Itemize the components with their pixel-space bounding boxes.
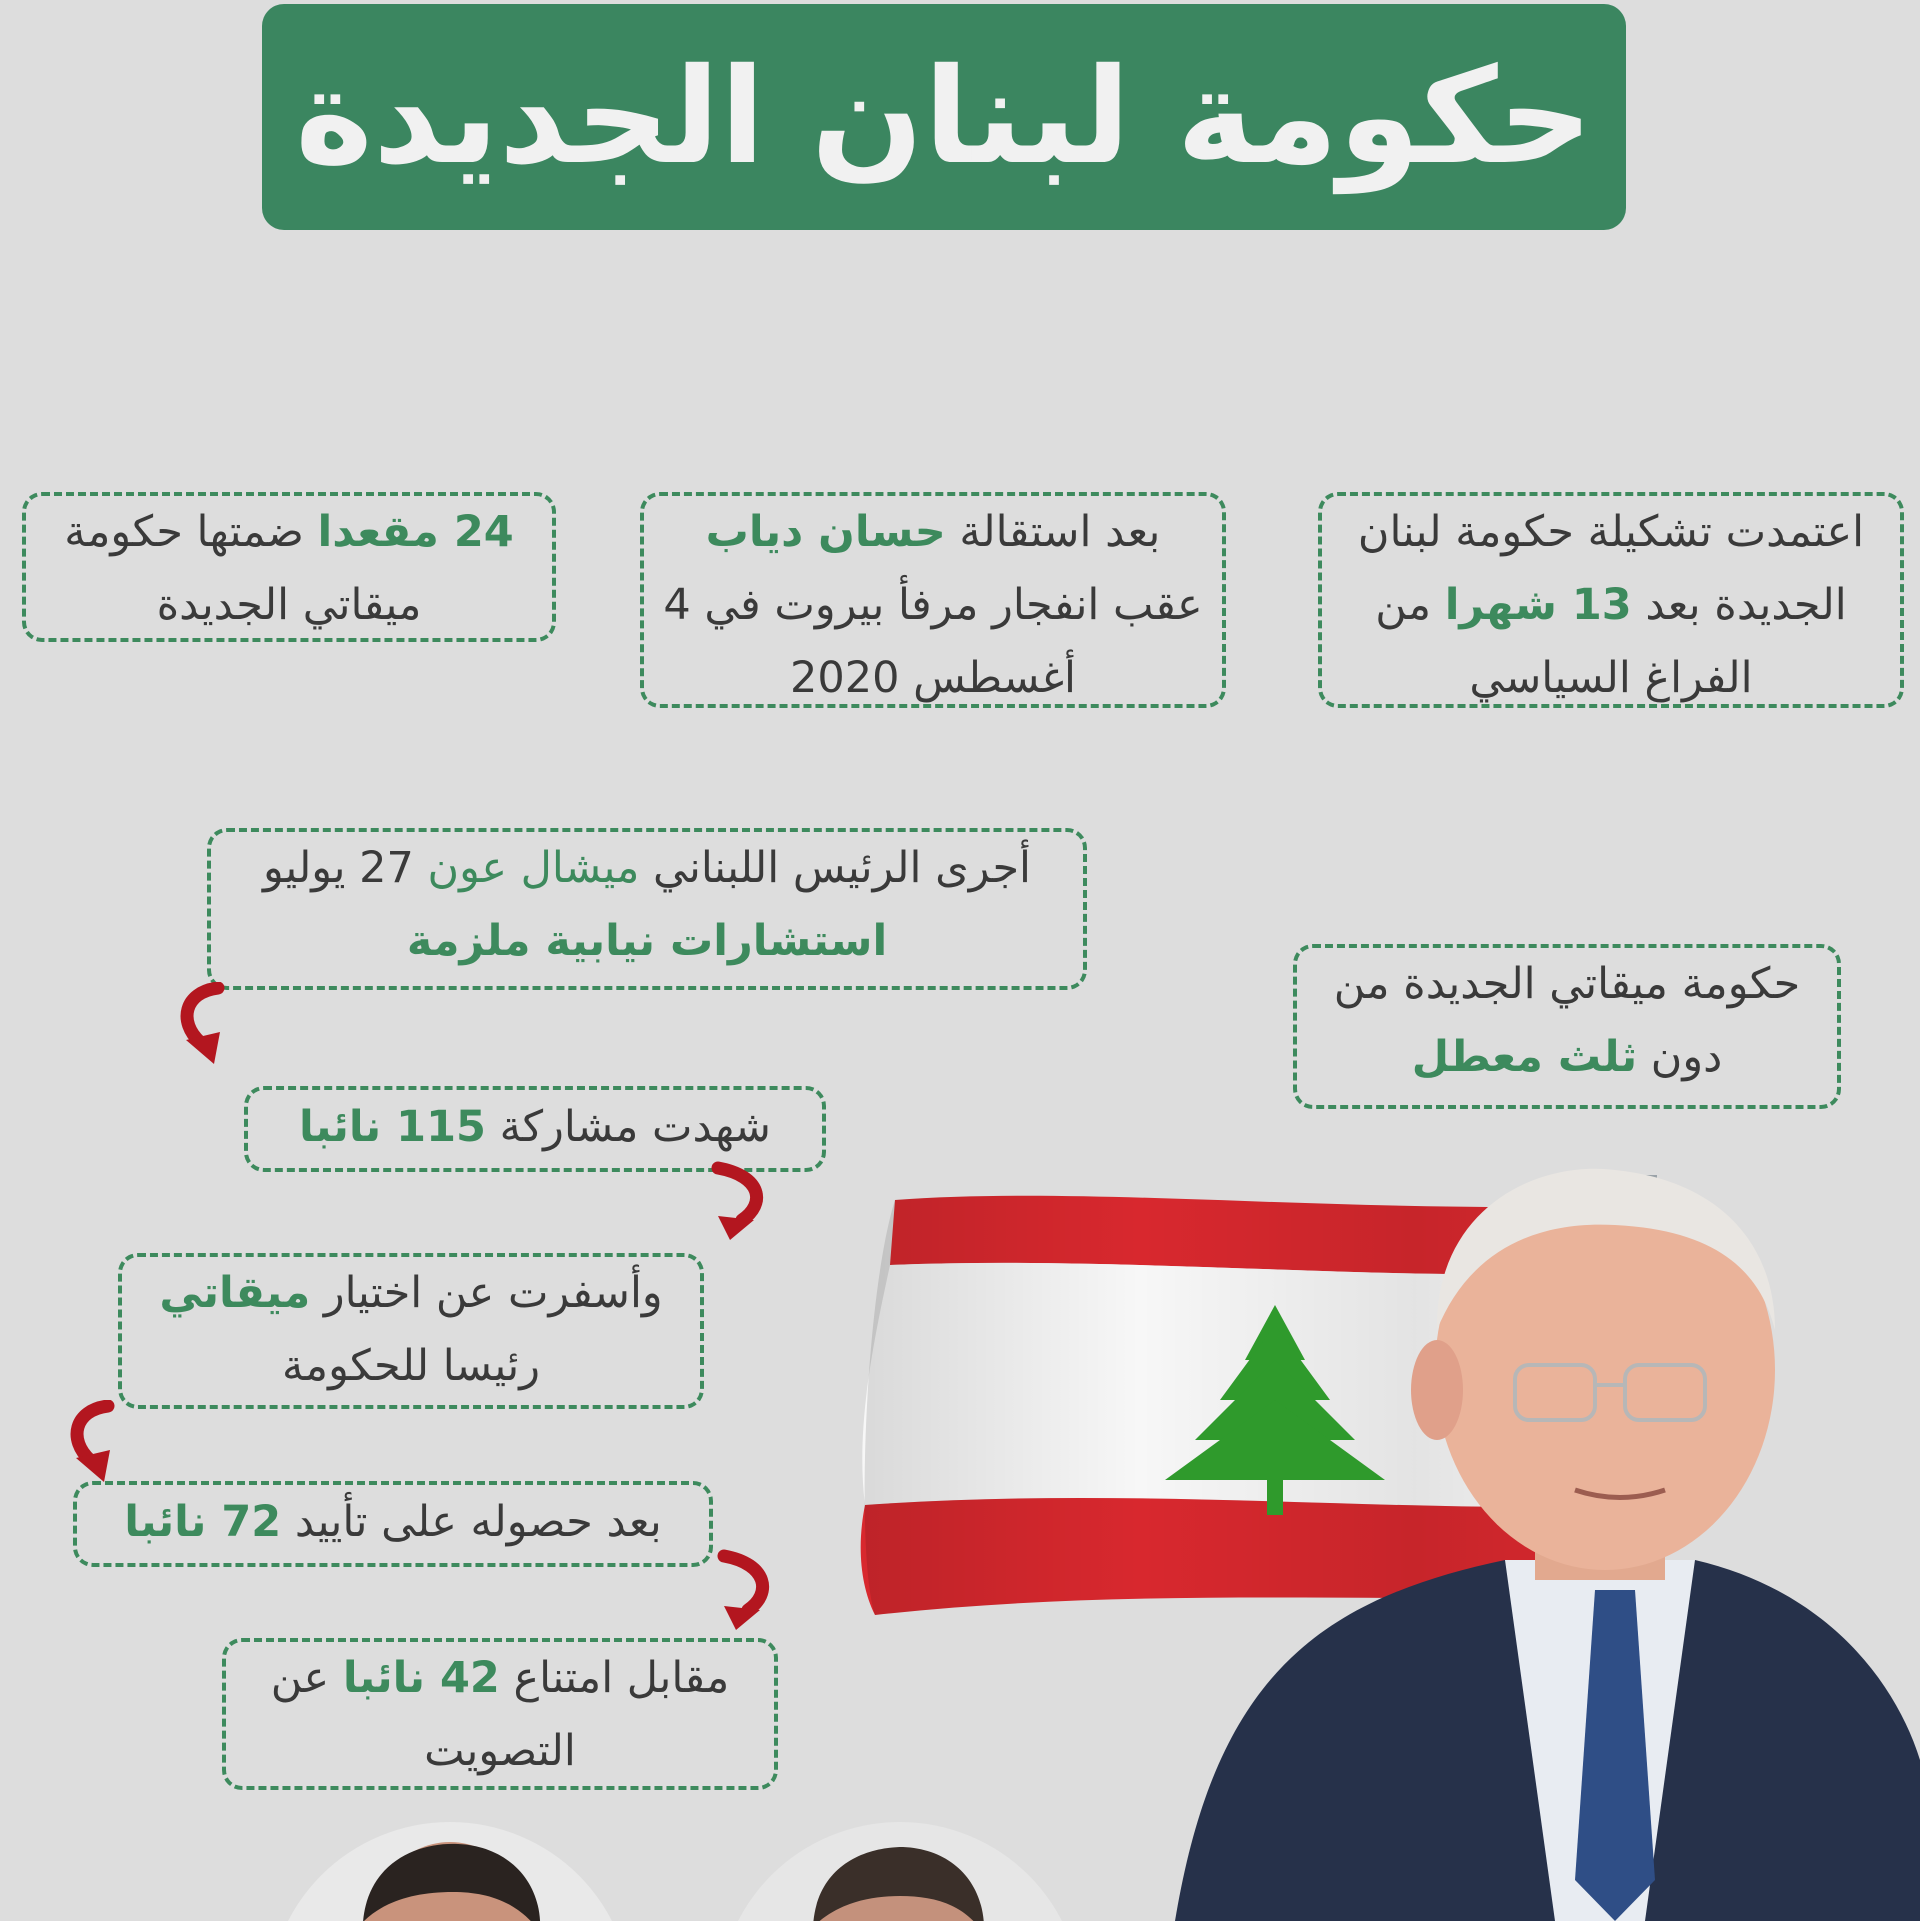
info-card-no-blocking-third: حكومة ميقاتي الجديدة من دون ثلث معطل <box>1293 944 1841 1109</box>
info-card-mikati-chosen: وأسفرت عن اختيار ميقاتي رئيسا للحكومة <box>118 1253 704 1409</box>
info-card-political-vacuum: اعتمدت تشكيلة حكومة لبنان الجديدة بعد 13 شهرا من الفراغ السياسي <box>1318 492 1904 708</box>
curved-arrow-icon <box>60 1400 140 1482</box>
title-banner <box>262 4 1626 230</box>
curved-arrow-icon <box>170 982 250 1064</box>
portrait-illustration <box>1175 1120 1920 1921</box>
page-title: حكومة لبنان الجديدة <box>295 40 1593 194</box>
avatar-portrait-left <box>268 1822 632 1921</box>
info-card-115-deputies: شهدت مشاركة 115 نائبا <box>244 1086 826 1172</box>
curved-arrow-icon <box>706 1548 786 1630</box>
curved-arrow-icon <box>700 1160 780 1240</box>
info-card-72-deputies: بعد حصوله على تأييد 72 نائبا <box>73 1481 713 1567</box>
info-card-24-seats: 24 مقعدا ضمتها حكومة ميقاتي الجديدة <box>22 492 556 642</box>
avatar-portrait-right <box>718 1822 1082 1921</box>
info-card-consultations: أجرى الرئيس اللبناني ميشال عون 27 يوليو استشارات نيابية ملزمة <box>207 828 1087 990</box>
info-card-42-abstained: مقابل امتناع 42 نائبا عن التصويت <box>222 1638 778 1790</box>
info-card-hassan-diab: بعد استقالة حسان دياب عقب انفجار مرفأ بيروت في 4 أغسطس 2020 <box>640 492 1226 708</box>
